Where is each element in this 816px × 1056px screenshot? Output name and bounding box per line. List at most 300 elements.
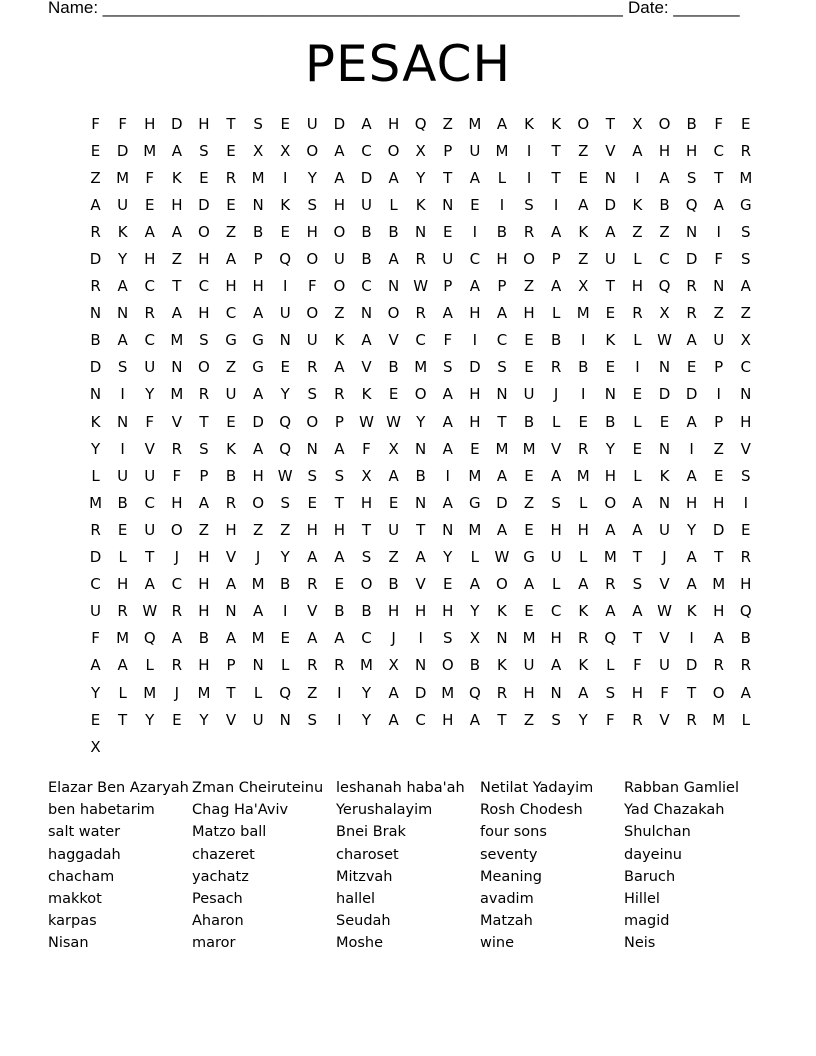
grid-letter: A — [523, 575, 535, 594]
grid-letter: F — [362, 439, 371, 458]
grid-letter: C — [198, 277, 210, 296]
grid-letter: R — [632, 304, 643, 323]
grid-letter: E — [280, 114, 290, 133]
grid-letter: B — [117, 493, 128, 512]
grid-letter: A — [632, 493, 643, 512]
grid-letter: B — [361, 222, 372, 241]
grid-letter: T — [443, 168, 453, 187]
grid-letter: A — [469, 575, 480, 594]
grid-letter: F — [660, 683, 669, 702]
grid-letter: T — [226, 114, 236, 133]
grid-letter: O — [360, 575, 373, 594]
grid-letter: H — [523, 304, 535, 323]
grid-letter: V — [659, 575, 670, 594]
grid-letter: O — [306, 304, 319, 323]
word-bank-item: Mitzvah — [336, 868, 393, 885]
grid-letter: W — [657, 602, 672, 621]
grid-letter: Q — [143, 629, 156, 648]
grid-letter: N — [496, 629, 508, 648]
grid-letter: T — [497, 412, 507, 431]
grid-letter: C — [740, 358, 752, 377]
grid-letter: A — [496, 304, 508, 323]
grid-letter: L — [118, 683, 127, 702]
grid-letter: Q — [279, 412, 292, 431]
grid-letter: Z — [740, 304, 751, 323]
grid-letter: Q — [414, 114, 427, 133]
word-bank-item: Chag Ha'Aviv — [192, 802, 289, 819]
grid-letter: W — [494, 548, 510, 567]
grid-letter: Z — [388, 548, 399, 567]
grid-letter: Y — [687, 520, 697, 539]
grid-letter: I — [120, 439, 125, 458]
grid-letter: R — [415, 250, 426, 269]
word-bank-item: Rosh Chodesh — [480, 802, 583, 819]
grid-letter: M — [468, 114, 482, 133]
word-bank-item: Zman Cheiruteinu — [192, 780, 324, 796]
word-bank-item: yachatz — [192, 868, 249, 885]
grid-letter: Z — [442, 114, 453, 133]
grid-letter: F — [172, 466, 182, 485]
grid-letter: T — [172, 277, 182, 296]
grid-letter: H — [387, 114, 400, 133]
grid-letter: L — [606, 656, 615, 675]
grid-letter: L — [633, 331, 642, 350]
grid-letter: Z — [713, 439, 724, 458]
word-bank-item: dayeinu — [624, 846, 682, 863]
grid-letter: D — [685, 385, 698, 404]
grid-letter: W — [386, 412, 401, 431]
grid-letter: G — [523, 548, 535, 567]
grid-letter: C — [469, 250, 481, 269]
word-bank-item: Yad Chazakah — [624, 802, 725, 819]
grid-letter: M — [360, 656, 373, 675]
grid-letter: I — [689, 629, 694, 648]
grid-letter: X — [361, 466, 372, 485]
grid-letter: E — [470, 439, 480, 458]
grid-letter: O — [523, 250, 535, 269]
grid-letter: U — [306, 331, 318, 350]
grid-letter: N — [252, 656, 264, 675]
word-bank-item: hallel — [336, 890, 376, 907]
grid-letter: R — [713, 656, 724, 675]
grid-letter: A — [686, 548, 697, 567]
grid-letter: Z — [659, 222, 670, 241]
grid-letter: C — [144, 277, 155, 296]
grid-letter: I — [743, 493, 749, 512]
grid-letter: G — [252, 331, 264, 350]
grid-letter: E — [524, 331, 534, 350]
grid-letter: E — [172, 710, 182, 729]
grid-letter: L — [551, 412, 561, 431]
grid-letter: A — [334, 439, 345, 458]
grid-letter: A — [469, 710, 480, 729]
grid-letter: A — [307, 548, 318, 567]
grid-letter: H — [685, 493, 698, 512]
word-bank-item: chacham — [48, 868, 115, 885]
word-bank-item: Rabban Gamliel — [624, 780, 739, 796]
grid-letter: B — [361, 250, 372, 269]
grid-letter: Z — [578, 250, 589, 269]
grid-letter: O — [306, 412, 319, 431]
grid-letter: S — [307, 710, 318, 729]
grid-letter: N — [279, 710, 291, 729]
grid-letter: X — [578, 277, 589, 296]
grid-letter: E — [632, 439, 643, 458]
grid-letter: Y — [443, 548, 453, 567]
grid-letter: A — [686, 331, 697, 350]
grid-letter: U — [333, 250, 345, 269]
grid-letter: B — [740, 629, 751, 648]
grid-letter: N — [740, 385, 752, 404]
grid-letter: X — [90, 737, 101, 756]
grid-letter: A — [686, 575, 697, 594]
grid-letter: K — [117, 222, 128, 241]
grid-letter: X — [415, 141, 426, 160]
grid-letter: F — [307, 277, 317, 296]
word-bank-item: seventy — [480, 846, 538, 863]
grid-letter: K — [578, 222, 589, 241]
grid-letter: R — [171, 439, 183, 458]
grid-letter: S — [632, 575, 643, 594]
grid-letter: E — [226, 195, 236, 214]
grid-letter: A — [578, 683, 589, 702]
grid-letter: F — [145, 412, 155, 431]
grid-letter: I — [472, 222, 478, 241]
grid-letter: I — [282, 602, 288, 621]
grid-letter: U — [550, 548, 562, 567]
grid-letter: A — [117, 331, 128, 350]
grid-letter: B — [252, 222, 264, 241]
grid-letter: C — [361, 277, 372, 296]
grid-letter: D — [333, 114, 346, 133]
grid-letter: H — [306, 520, 318, 539]
grid-letter: Z — [713, 304, 724, 323]
grid-letter: E — [578, 168, 588, 187]
grid-letter: C — [361, 629, 372, 648]
grid-letter: Y — [361, 683, 372, 702]
grid-letter: S — [497, 358, 507, 377]
grid-letter: F — [714, 250, 724, 269]
grid-letter: N — [415, 439, 427, 458]
grid-letter: J — [174, 683, 180, 702]
grid-letter: S — [199, 331, 209, 350]
grid-letter: B — [334, 602, 345, 621]
grid-letter: Q — [604, 629, 617, 648]
word-bank-item: Meaning — [480, 868, 542, 885]
grid-letter: H — [685, 141, 698, 160]
grid-letter: O — [387, 141, 400, 160]
grid-letter: S — [280, 493, 290, 512]
grid-letter: K — [497, 602, 507, 621]
grid-letter: Y — [145, 710, 155, 729]
grid-letter: V — [171, 412, 182, 431]
grid-letter: X — [388, 656, 399, 675]
grid-letter: E — [443, 222, 453, 241]
grid-letter: B — [415, 466, 426, 485]
grid-letter: H — [713, 602, 725, 621]
grid-letter: M — [712, 575, 726, 594]
grid-letter: Y — [280, 548, 290, 567]
grid-letter: I — [526, 141, 532, 160]
grid-letter: A — [605, 222, 616, 241]
grid-letter: A — [442, 439, 453, 458]
grid-letter: A — [442, 493, 453, 512]
grid-letter: M — [495, 141, 509, 160]
grid-letter: A — [686, 466, 697, 485]
grid-letter: K — [632, 195, 643, 214]
grid-letter: E — [524, 358, 534, 377]
grid-letter: F — [633, 656, 642, 675]
grid-letter: I — [635, 358, 640, 377]
grid-letter: U — [523, 656, 535, 675]
grid-letter: A — [713, 195, 724, 214]
word-bank-item: Elazar Ben Azaryah — [48, 780, 189, 796]
grid-letter: Z — [225, 222, 237, 241]
word-bank-item: Matzah — [480, 913, 533, 930]
word-bank-item: Seudah — [336, 913, 391, 930]
grid-letter: S — [199, 141, 209, 160]
grid-letter: A — [198, 493, 210, 512]
grid-letter: K — [226, 439, 236, 458]
grid-letter: Z — [578, 141, 589, 160]
grid-letter: J — [174, 548, 180, 567]
grid-letter: Y — [118, 250, 128, 269]
grid-letter: D — [360, 168, 373, 187]
grid-letter: T — [605, 277, 615, 296]
grid-letter: V — [307, 602, 318, 621]
grid-letter: N — [171, 358, 183, 377]
grid-letter: Q — [468, 683, 481, 702]
grid-letter: N — [604, 385, 616, 404]
grid-letter: B — [550, 331, 562, 350]
grid-letter: N — [415, 493, 427, 512]
grid-letter: F — [443, 331, 453, 350]
grid-letter: A — [496, 520, 508, 539]
grid-letter: H — [117, 575, 129, 594]
grid-letter: C — [144, 493, 155, 512]
grid-letter: E — [524, 602, 534, 621]
grid-letter: R — [740, 141, 752, 160]
grid-letter: D — [198, 195, 210, 214]
grid-letter: S — [307, 195, 318, 214]
grid-letter: A — [578, 195, 589, 214]
grid-letter: R — [90, 222, 101, 241]
grid-letter: M — [197, 683, 211, 702]
grid-letter: B — [686, 114, 697, 133]
grid-letter: Q — [658, 277, 671, 296]
grid-letter: E — [280, 222, 290, 241]
grid-letter: A — [496, 466, 508, 485]
grid-letter: S — [199, 439, 209, 458]
grid-letter: E — [280, 358, 290, 377]
grid-letter: J — [391, 629, 396, 648]
word-bank-item: ben habetarim — [48, 802, 155, 819]
grid-letter: E — [90, 141, 101, 160]
grid-letter: M — [522, 439, 536, 458]
grid-letter: R — [415, 304, 426, 323]
grid-letter: T — [551, 168, 561, 187]
grid-letter: S — [741, 466, 751, 485]
grid-letter: I — [337, 683, 342, 702]
grid-letter: F — [91, 114, 100, 133]
grid-letter: H — [550, 629, 562, 648]
grid-letter: T — [361, 520, 372, 539]
grid-letter: A — [740, 683, 751, 702]
grid-letter: I — [418, 629, 423, 648]
grid-letter: X — [280, 141, 291, 160]
grid-letter: J — [553, 385, 559, 404]
grid-letter: Z — [225, 358, 237, 377]
grid-letter: X — [632, 114, 643, 133]
grid-letter: R — [496, 683, 508, 702]
grid-letter: A — [388, 710, 399, 729]
word-bank-item: Aharon — [192, 913, 244, 930]
grid-letter: H — [333, 520, 346, 539]
grid-letter: R — [578, 439, 589, 458]
grid-letter: B — [280, 575, 291, 594]
grid-letter: A — [388, 168, 399, 187]
grid-letter: A — [388, 466, 399, 485]
word-bank-item: maror — [192, 935, 236, 952]
grid-letter: K — [90, 412, 101, 431]
grid-letter: Z — [523, 710, 535, 729]
grid-letter: A — [144, 575, 155, 594]
grid-letter: V — [144, 439, 155, 458]
grid-letter: P — [443, 277, 453, 296]
grid-letter: S — [686, 168, 697, 187]
grid-letter: D — [469, 358, 481, 377]
grid-letter: A — [225, 250, 237, 269]
grid-letter: I — [472, 331, 478, 350]
grid-letter: Y — [361, 710, 372, 729]
grid-letter: R — [686, 277, 697, 296]
grid-letter: A — [442, 304, 453, 323]
grid-letter: D — [658, 385, 671, 404]
grid-letter: E — [90, 710, 101, 729]
grid-letter: C — [171, 575, 183, 594]
grid-letter: B — [361, 602, 372, 621]
grid-letter: P — [443, 141, 453, 160]
grid-letter: I — [337, 710, 342, 729]
grid-letter: Z — [334, 304, 345, 323]
grid-letter: B — [225, 466, 237, 485]
grid-letter: N — [713, 277, 725, 296]
grid-letter: S — [443, 629, 453, 648]
grid-letter: N — [658, 358, 671, 377]
grid-letter: A — [551, 277, 562, 296]
grid-letter: N — [658, 493, 671, 512]
grid-letter: O — [414, 385, 427, 404]
grid-letter: H — [740, 575, 752, 594]
grid-letter: C — [144, 331, 155, 350]
grid-letter: L — [551, 304, 561, 323]
grid-letter: X — [388, 439, 399, 458]
word-bank-item: salt water — [48, 824, 121, 841]
grid-letter: I — [120, 385, 125, 404]
grid-letter: H — [658, 141, 671, 160]
grid-letter: O — [198, 222, 210, 241]
grid-letter: A — [334, 548, 345, 567]
grid-letter: U — [90, 602, 102, 621]
word-bank-item: Nisan — [48, 935, 89, 952]
grid-letter: H — [252, 277, 264, 296]
grid-letter: H — [577, 520, 589, 539]
grid-letter: O — [333, 222, 346, 241]
grid-letter: N — [279, 331, 291, 350]
grid-letter: N — [496, 385, 508, 404]
grid-letter: R — [225, 168, 237, 187]
grid-letter: L — [253, 683, 263, 702]
grid-letter: O — [333, 277, 346, 296]
grid-letter: R — [632, 710, 643, 729]
grid-letter: C — [415, 710, 426, 729]
grid-letter: K — [361, 385, 372, 404]
grid-letter: B — [388, 222, 399, 241]
grid-letter: K — [578, 602, 589, 621]
grid-letter: L — [551, 575, 561, 594]
grid-letter: E — [144, 195, 155, 214]
grid-letter: R — [605, 575, 616, 594]
grid-letter: U — [659, 520, 670, 539]
grid-letter: E — [632, 385, 643, 404]
grid-letter: M — [414, 358, 428, 377]
grid-letter: P — [497, 277, 507, 296]
grid-letter: A — [252, 304, 264, 323]
grid-letter: E — [334, 575, 345, 594]
grid-letter: U — [469, 141, 481, 160]
grid-letter: U — [144, 466, 156, 485]
grid-letter: L — [145, 656, 154, 675]
grid-letter: I — [282, 168, 288, 187]
grid-letter: A — [713, 629, 724, 648]
grid-letter: T — [497, 710, 507, 729]
grid-letter: H — [360, 493, 373, 512]
grid-letter: D — [712, 520, 725, 539]
grid-letter: E — [307, 493, 318, 512]
grid-letter: H — [496, 250, 508, 269]
grid-letter: V — [388, 331, 399, 350]
grid-letter: M — [712, 710, 726, 729]
grid-letter: T — [118, 710, 128, 729]
grid-letter: B — [198, 629, 210, 648]
grid-letter: E — [199, 168, 209, 187]
grid-letter: B — [605, 412, 616, 431]
grid-letter: S — [253, 114, 263, 133]
grid-letter: S — [524, 195, 534, 214]
grid-letter: O — [387, 304, 400, 323]
grid-letter: H — [306, 222, 318, 241]
grid-letter: K — [280, 195, 291, 214]
grid-letter: D — [685, 656, 698, 675]
grid-letter: W — [657, 331, 672, 350]
grid-letter: M — [739, 168, 753, 187]
grid-letter: T — [632, 629, 642, 648]
grid-letter: P — [253, 250, 263, 269]
grid-letter: E — [117, 520, 128, 539]
grid-letter: R — [578, 629, 589, 648]
grid-letter: A — [90, 195, 101, 214]
grid-letter: A — [334, 358, 345, 377]
grid-letter: U — [252, 710, 264, 729]
grid-letter: T — [714, 168, 724, 187]
grid-letter: S — [551, 710, 561, 729]
grid-letter: R — [523, 222, 535, 241]
grid-letter: H — [442, 710, 454, 729]
grid-letter: H — [442, 602, 454, 621]
grid-letter: Z — [523, 493, 535, 512]
grid-letter: U — [659, 656, 670, 675]
grid-letter: A — [551, 656, 562, 675]
